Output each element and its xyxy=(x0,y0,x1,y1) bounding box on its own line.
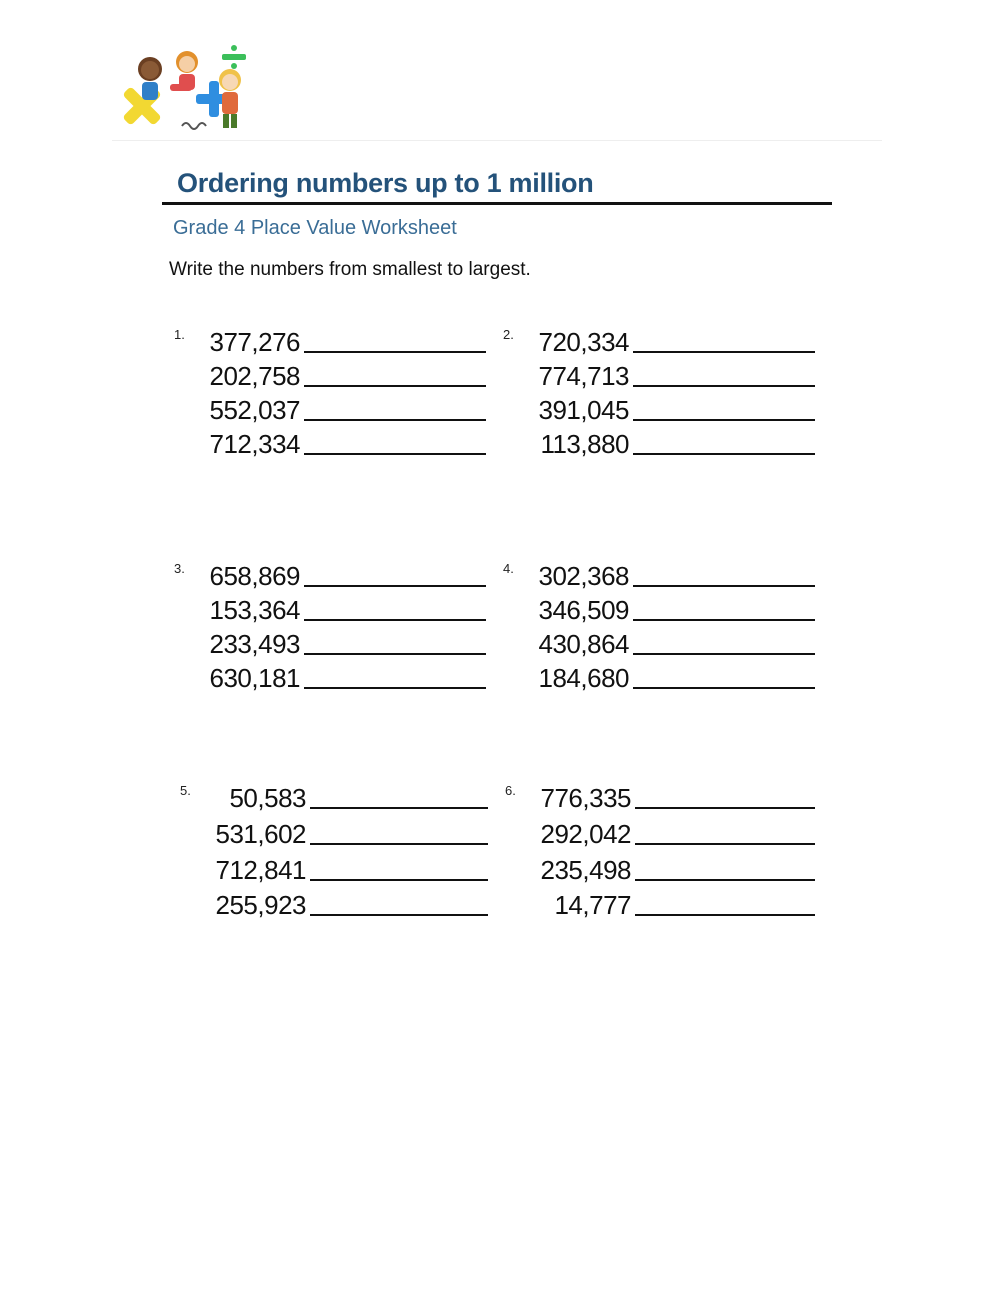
number-value: 630,181 xyxy=(209,663,300,693)
title-underline xyxy=(162,202,832,205)
number-value: 235,498 xyxy=(540,855,631,885)
number-value: 552,037 xyxy=(209,395,300,425)
answer-blank[interactable] xyxy=(635,843,815,845)
problem-number: 6. xyxy=(505,783,516,798)
answer-blank[interactable] xyxy=(304,385,486,387)
number-value: 14,777 xyxy=(554,890,631,920)
page-title: Ordering numbers up to 1 million xyxy=(177,168,594,198)
number-value: 531,602 xyxy=(215,819,306,849)
number-row xyxy=(503,595,823,629)
number-row xyxy=(174,361,494,395)
answer-blank[interactable] xyxy=(304,653,486,655)
number-value: 776,335 xyxy=(540,783,631,813)
number-row xyxy=(174,561,494,595)
kids-math-illustration xyxy=(112,44,282,144)
answer-blank[interactable] xyxy=(304,619,486,621)
number-row xyxy=(503,629,823,663)
number-row xyxy=(180,855,500,889)
number-row xyxy=(503,361,823,395)
number-value: 153,364 xyxy=(209,595,300,625)
number-value: 255,923 xyxy=(215,890,306,920)
number-value: 720,334 xyxy=(538,327,629,357)
answer-blank[interactable] xyxy=(304,351,486,353)
number-row xyxy=(174,395,494,429)
number-value: 233,493 xyxy=(209,629,300,659)
answer-blank[interactable] xyxy=(635,807,815,809)
answer-blank[interactable] xyxy=(304,687,486,689)
answer-blank[interactable] xyxy=(633,351,815,353)
problem-number: 3. xyxy=(174,561,185,576)
answer-blank[interactable] xyxy=(633,619,815,621)
answer-blank[interactable] xyxy=(310,914,488,916)
number-value: 302,368 xyxy=(538,561,629,591)
number-value: 391,045 xyxy=(538,395,629,425)
number-row xyxy=(505,819,825,853)
number-value: 430,864 xyxy=(538,629,629,659)
number-row xyxy=(174,595,494,629)
number-value: 50,583 xyxy=(229,783,306,813)
problem-number: 2. xyxy=(503,327,514,342)
answer-blank[interactable] xyxy=(635,914,815,916)
problem-number: 4. xyxy=(503,561,514,576)
number-value: 292,042 xyxy=(540,819,631,849)
number-row xyxy=(180,783,500,817)
number-value: 658,869 xyxy=(209,561,300,591)
answer-blank[interactable] xyxy=(633,453,815,455)
answer-blank[interactable] xyxy=(304,419,486,421)
instruction-text: Write the numbers from smallest to largest. xyxy=(169,259,531,280)
number-value: 712,334 xyxy=(209,429,300,459)
number-value: 184,680 xyxy=(538,663,629,693)
answer-blank[interactable] xyxy=(633,585,815,587)
number-row xyxy=(174,629,494,663)
answer-blank[interactable] xyxy=(304,453,486,455)
logo-divider xyxy=(112,140,882,141)
number-row xyxy=(505,890,825,924)
number-value: 712,841 xyxy=(215,855,306,885)
answer-blank[interactable] xyxy=(304,585,486,587)
problem-number: 1. xyxy=(174,327,185,342)
number-value: 377,276 xyxy=(209,327,300,357)
number-row xyxy=(180,890,500,924)
answer-blank[interactable] xyxy=(310,807,488,809)
number-row xyxy=(503,395,823,429)
answer-blank[interactable] xyxy=(633,653,815,655)
number-row xyxy=(503,561,823,595)
number-row xyxy=(180,819,500,853)
number-value: 774,713 xyxy=(538,361,629,391)
number-row xyxy=(503,429,823,463)
answer-blank[interactable] xyxy=(310,879,488,881)
number-row xyxy=(174,663,494,697)
number-row xyxy=(505,783,825,817)
number-value: 346,509 xyxy=(538,595,629,625)
answer-blank[interactable] xyxy=(633,385,815,387)
answer-blank[interactable] xyxy=(310,843,488,845)
page-subtitle: Grade 4 Place Value Worksheet xyxy=(173,217,457,239)
number-row xyxy=(174,429,494,463)
number-row xyxy=(503,327,823,361)
answer-blank[interactable] xyxy=(633,687,815,689)
number-row xyxy=(505,855,825,889)
answer-blank[interactable] xyxy=(635,879,815,881)
answer-blank[interactable] xyxy=(633,419,815,421)
problem-number: 5. xyxy=(180,783,191,798)
number-value: 202,758 xyxy=(209,361,300,391)
number-row xyxy=(503,663,823,697)
number-row xyxy=(174,327,494,361)
kids-math-icon xyxy=(112,44,282,144)
number-value: 113,880 xyxy=(540,429,629,459)
